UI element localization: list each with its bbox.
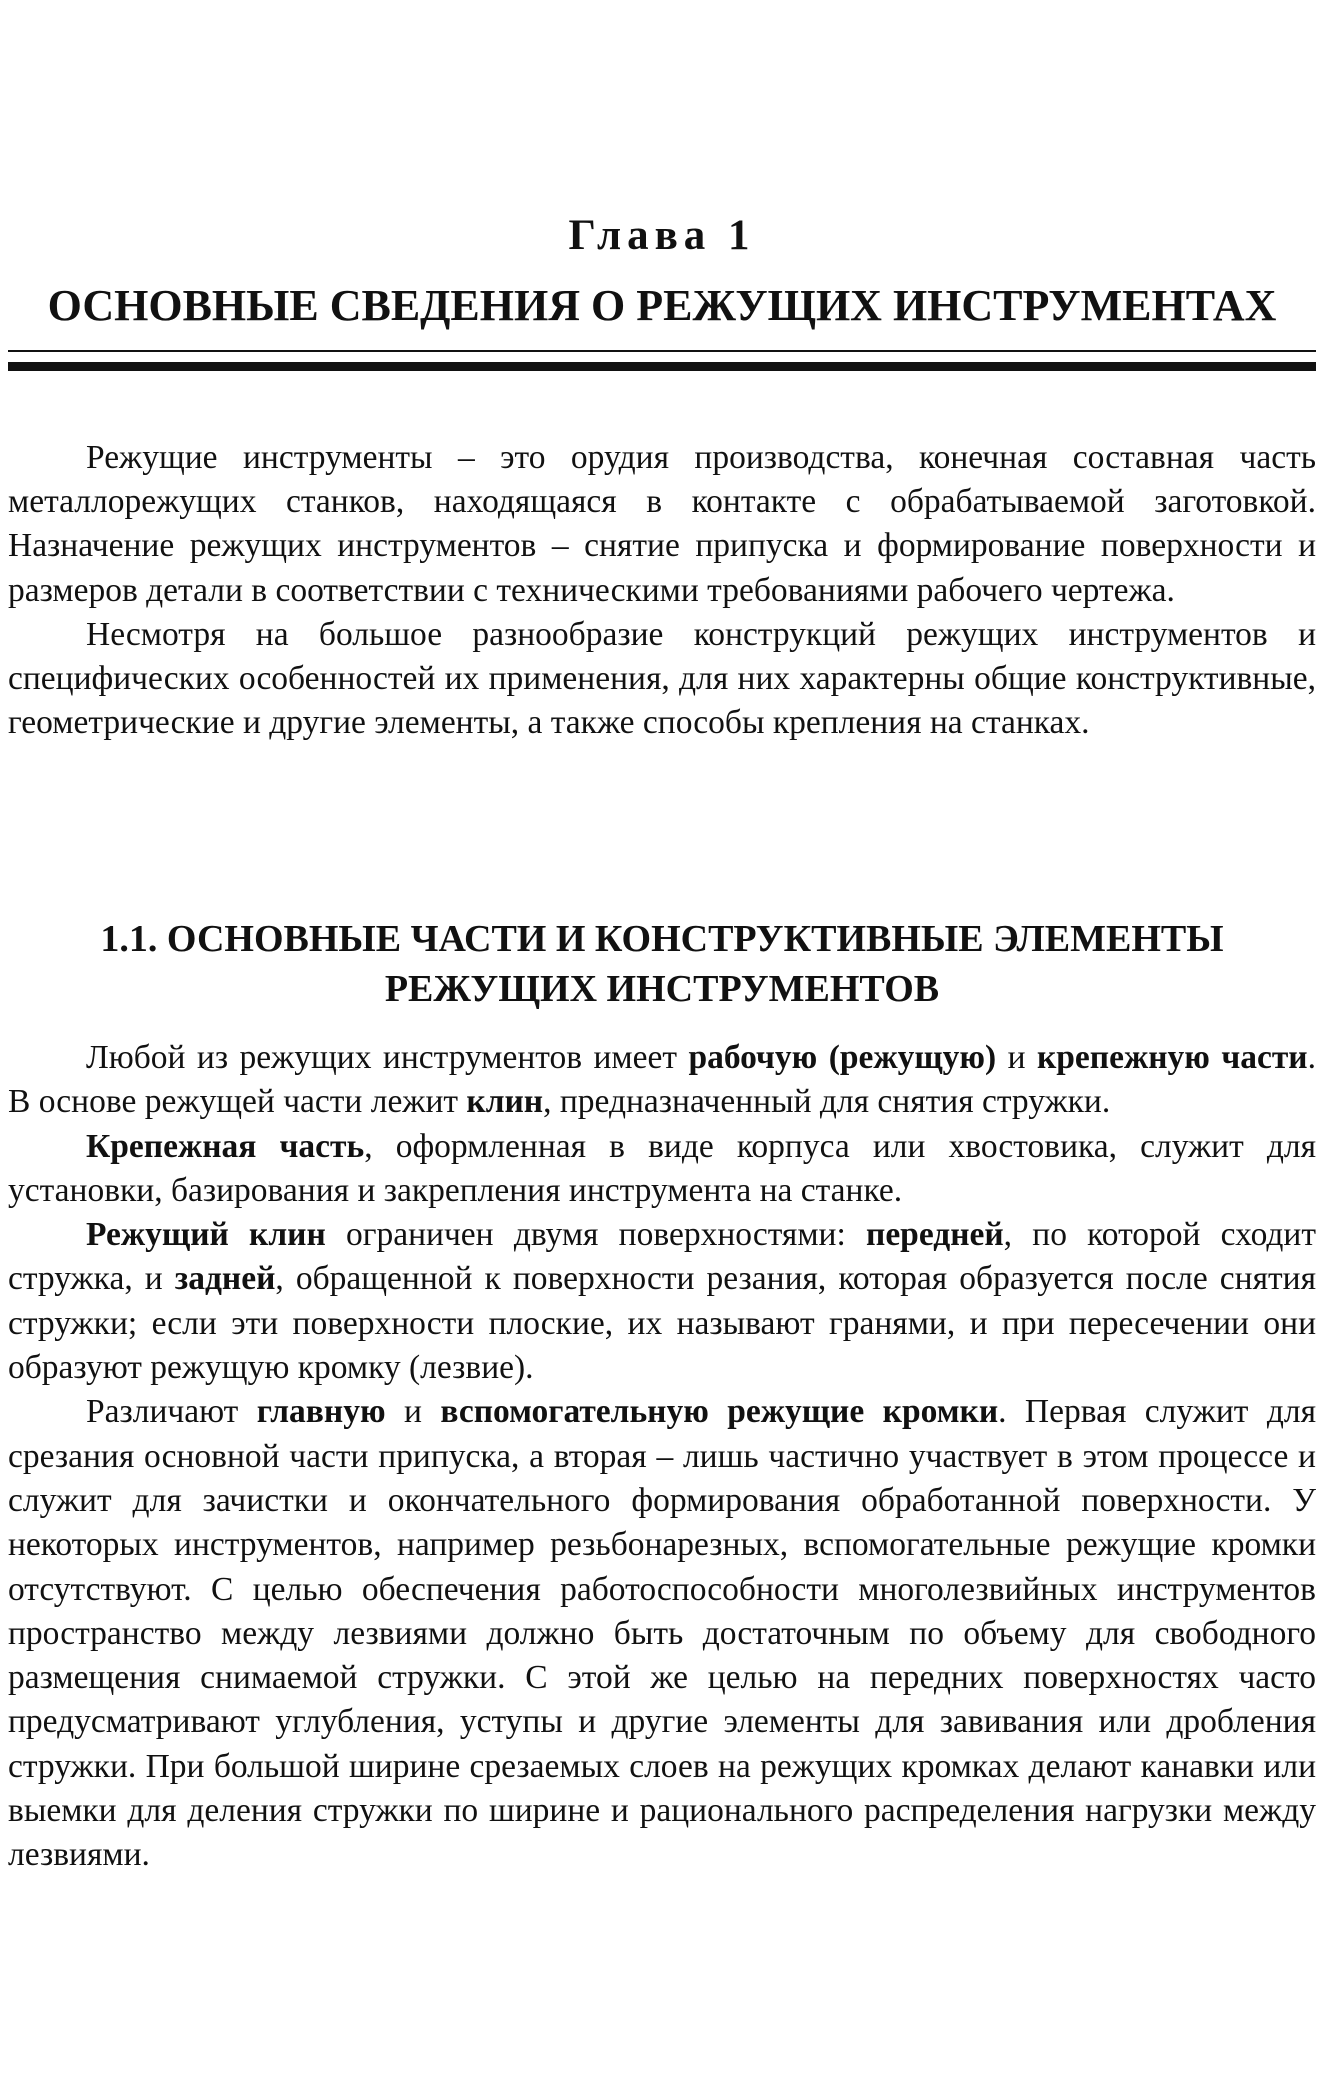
section-heading-line-2: РЕЖУЩИХ ИНСТРУМЕНТОВ (384, 968, 940, 1010)
divider-thin (8, 350, 1316, 352)
text-run: ограничен двумя поверхностями: (325, 1216, 867, 1254)
intro-text (8, 436, 1316, 745)
term-fastening-parts: крепежную части (1036, 1039, 1308, 1076)
section-heading-line-1: 1.1. ОСНОВНЫЕ ЧАСТИ И КОНСТРУКТИВНЫЕ ЭЛЕМЕНТЫ (100, 918, 1224, 960)
term-fastening-part: Крепежная часть (86, 1127, 365, 1165)
chapter-title: ОСНОВНЫЕ СВЕДЕНИЯ О РЕЖУЩИХ ИНСТРУМЕНТАХ (47, 281, 1277, 330)
text-run: Любой из режущих инструментов имеет (86, 1039, 689, 1076)
chapter-label: Глава 1 (568, 212, 756, 259)
section-text (8, 1036, 1316, 1878)
intro-paragraph-1: Режущие инструменты – это орудия производства, конечная составная часть металлорежущих станков, находящаяся в контакте с обрабатываемой заготовкой. Назначение режущих инструментов – снятие припуска и формирование поверхности и размеров детали в соответствии с техническими требованиями рабочего чертежа. (8, 439, 1316, 609)
book-page (8, 0, 1316, 2082)
text-run: , оформленная в виде корпуса или хвостовика, служит для установки, базирования и закрепления инструмента на станке. (8, 1127, 1316, 1209)
intro-paragraph-2: Несмотря на большое разнообразие конструкций режущих инструментов и специфических особенностей их применения, для них характерны общие конструктивные, геометрические и другие элементы, а также способы крепления на станках. (8, 615, 1316, 742)
text-run: , обращенной к поверхности резания, которая образуется после снятия стружки; если эти поверхности плоские, их называют гранями, и при пересечении они образуют режущую кромку (лезвие). (8, 1260, 1316, 1387)
text-run: и (385, 1393, 441, 1431)
section-paragraph-3 (8, 1213, 1316, 1390)
term-cutting-wedge: Режущий клин (86, 1216, 326, 1254)
divider-thick (8, 362, 1316, 371)
section-heading (8, 914, 1316, 1014)
term-working-part: рабочую (режущую) (688, 1039, 997, 1076)
text-run: Различают (86, 1393, 257, 1431)
term-auxiliary-edges: вспомогательную режущие кромки (440, 1393, 999, 1431)
section-paragraph-4 (8, 1390, 1316, 1877)
text-run: , по которой сходит стружка, и (8, 1216, 1316, 1298)
term-wedge: клин (466, 1083, 544, 1121)
text-run: . В основе режущей части лежит (8, 1039, 1316, 1121)
term-front-surface: передней (866, 1216, 1004, 1254)
text-run: , предназначенный для снятия стружки. (543, 1083, 1111, 1121)
term-rear-surface: задней (174, 1260, 276, 1298)
text-run: и (996, 1039, 1037, 1076)
section-paragraph-2 (8, 1125, 1316, 1214)
text-run: . Первая служит для срезания основной части припуска, а вторая – лишь частично участвует в этом процессе и служит для зачистки и окончательного формирования обработанной поверхности. У некоторых инструментов, например резьбонарезных, вспомогательные режущие кромки отсутствуют. С целью обеспечения работоспособности многолезвийных инструментов пространство между лезвиями должно быть достаточным по объему для свободного размещения снимаемой стружки. С этой же целью на передних поверхностях часто предусматривают углубления, уступы и другие элементы для завивания или дробления стружки. При большой ширине срезаемых слоев на режущих кромках делают канавки или выемки для деления стружки по ширине и рационального распределения нагрузки между лезвиями. (8, 1393, 1316, 1874)
term-main-edge: главную (256, 1393, 386, 1431)
section-paragraph-1 (8, 1036, 1316, 1125)
